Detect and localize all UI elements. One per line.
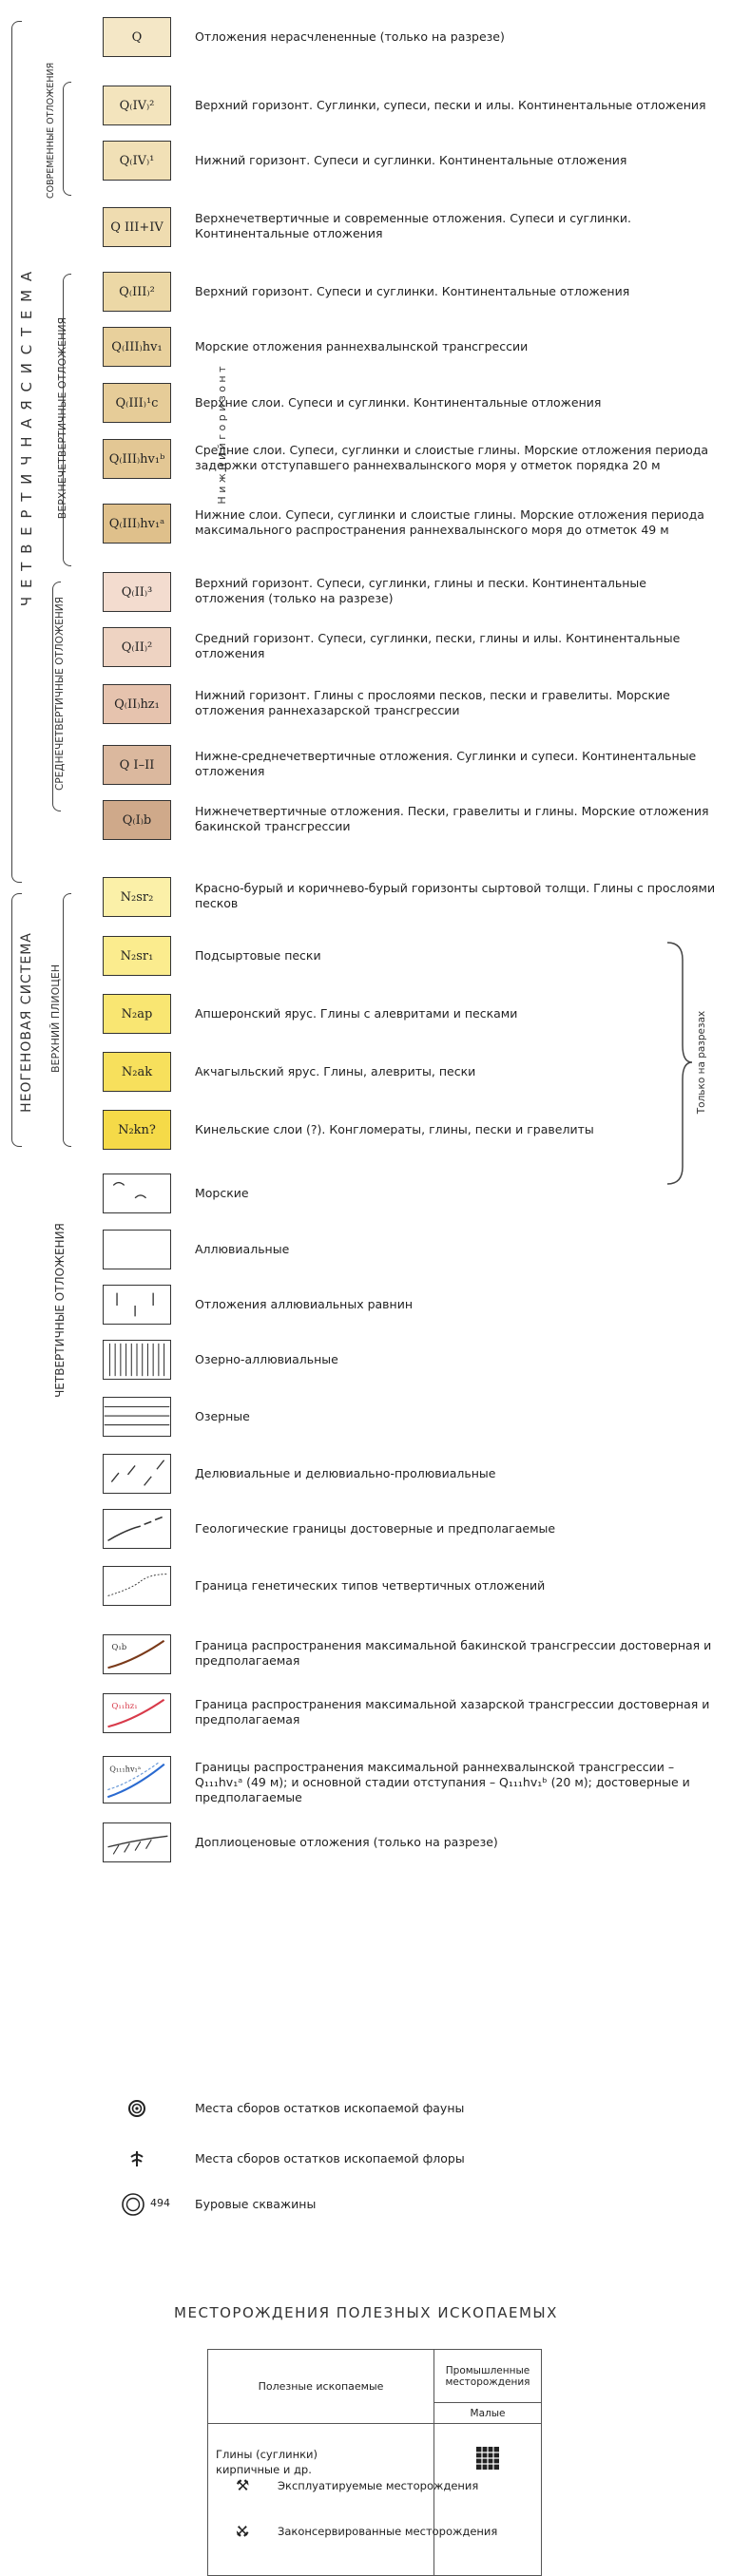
legend-index: Q₍II₎² xyxy=(121,639,153,655)
modern-label: СОВРЕМЕННЫЕ ОТЛОЖЕНИЯ xyxy=(46,62,56,199)
legend-description: Средний горизонт. Супеси, суглинки, пески, глины и илы. Континентальные отложения xyxy=(195,631,681,660)
minerals-table xyxy=(207,2349,542,2576)
legend-index: Q₍IV₎¹ xyxy=(119,153,155,168)
legend-index: Q₍III₎hv₁ xyxy=(111,339,163,354)
neogene-system-label: НЕОГЕНОВАЯ СИСТЕМА xyxy=(19,932,34,1113)
legend-box xyxy=(103,572,171,612)
legend-box xyxy=(103,86,171,125)
pattern-box-alluvial-plain xyxy=(103,1285,171,1325)
modern-bracket xyxy=(63,82,71,196)
legend-description: Кинельские слои (?). Конгломераты, глины, пески и гравелиты xyxy=(195,1122,594,1136)
fauna-symbol-text: Места сборов остатков ископаемой фауны xyxy=(195,2101,465,2115)
borehole-symbol-text: Буровые скважины xyxy=(195,2197,317,2211)
legend-index: N₂ak xyxy=(121,1064,153,1079)
quaternary-system-label: Ч Е Т В Е Р Т И Ч Н А Я С И С Т Е М А xyxy=(18,269,35,607)
exploited-icon: ⚒ xyxy=(236,2476,250,2494)
legend-description: Верхний горизонт. Супеси, суглинки, глины и пески. Континентальные отложения (только на разрезе) xyxy=(195,576,646,605)
only-sections-label: Только на разрезах xyxy=(696,1010,707,1115)
spiral-icon xyxy=(124,2095,150,2122)
legend-index: Q₍IV₎² xyxy=(119,98,155,113)
minerals-col2-header: Промышленные месторождения xyxy=(434,2350,542,2403)
legend-box xyxy=(103,745,171,785)
conserved-text: Законсервированные месторождения xyxy=(278,2525,498,2538)
legend-description: Верхние слои. Супеси и суглинки. Континентальные отложения xyxy=(195,395,602,410)
legend-index: Q₍II₎hz₁ xyxy=(114,696,160,712)
line-symbol-box xyxy=(103,1693,171,1733)
legend-index: Q₍III₎² xyxy=(119,284,155,299)
legend-box xyxy=(103,383,171,423)
legend-description: Верхний горизонт. Супеси и суглинки. Континентальные отложения xyxy=(195,284,630,298)
exploited-text: Эксплуатируемые месторождения xyxy=(278,2479,479,2492)
legend-index: Q₍II₎³ xyxy=(121,584,153,600)
minerals-title: МЕСТОРОЖДЕНИЯ ПОЛЕЗНЫХ ИСКОПАЕМЫХ xyxy=(174,2304,558,2321)
legend-description: Верхнечетвертичные и современные отложения. Супеси и суглинки. Континентальные отложения xyxy=(195,211,632,240)
legend-description: Нижне-среднечетвертичные отложения. Суглинки и супеси. Континентальные отложения xyxy=(195,749,697,778)
pattern-box-lake-alluvial xyxy=(103,1340,171,1380)
svg-text:Q₁₁₁hv₁ᵃ: Q₁₁₁hv₁ᵃ xyxy=(109,1764,141,1774)
lower-horizon-label: Н и ж н и й г о р и з о н т xyxy=(216,366,228,505)
legend-description: Подсыртовые пески xyxy=(195,948,321,963)
svg-text:Q₁₁hz₁: Q₁₁hz₁ xyxy=(111,1702,138,1712)
legend-description: Средние слои. Супеси, суглинки и слоистые глины. Морские отложения периода задержки отступавшего раннехвалынского моря у отметок порядка 20 м xyxy=(195,443,709,472)
legend-index: N₂kn? xyxy=(118,1122,156,1137)
brick-clay-icon xyxy=(476,2447,499,2470)
legend-box xyxy=(103,684,171,724)
borehole-icon xyxy=(120,2191,146,2218)
legend-description: Нижний горизонт. Супеси и суглинки. Континентальные отложения xyxy=(195,153,627,167)
pattern-description: Аллювиальные xyxy=(195,1242,290,1256)
line-symbol-box xyxy=(103,1756,171,1803)
legend-description: Верхний горизонт. Суглинки, супеси, пески и илы. Континентальные отложения xyxy=(195,98,706,112)
quaternary-deposits-label: ЧЕТВЕРТИЧНЫЕ ОТЛОЖЕНИЯ xyxy=(53,1223,67,1398)
conserved-icon: ⚒ xyxy=(236,2522,250,2540)
upper-pliocene-label: ВЕРХНИЙ ПЛИОЦЕН xyxy=(49,964,62,1074)
legend-index: N₂sr₁ xyxy=(120,948,154,964)
flora-icon xyxy=(124,2146,150,2172)
flora-symbol-text: Места сборов остатков ископаемой флоры xyxy=(195,2151,465,2166)
minerals-row-text: Глины (суглинки) кирпичные и др. xyxy=(208,2424,434,2576)
legend-index: N₂sr₂ xyxy=(120,889,154,905)
line-symbol-description: Граница генетических типов четвертичных отложений xyxy=(195,1578,546,1593)
legend-box xyxy=(103,627,171,667)
borehole-number: 494 xyxy=(150,2197,170,2209)
legend-description: Отложения нерасчлененные (только на разрезе) xyxy=(195,29,505,44)
legend-index: N₂ap xyxy=(121,1006,153,1021)
pattern-description: Озерные xyxy=(195,1409,250,1423)
pattern-description: Отложения аллювиальных равнин xyxy=(195,1297,414,1311)
pattern-description: Делювиальные и делювиально-пролювиальные xyxy=(195,1466,496,1480)
legend-index: Q₍III₎hv₁ᵇ xyxy=(108,451,165,467)
svg-text:Q₁b: Q₁b xyxy=(111,1643,127,1653)
legend-description: Морские отложения раннехвалынской трансгрессии xyxy=(195,339,529,353)
line-symbol-description: Границы распространения максимальной раннехвалынской трансгрессии – Q₁₁₁hv₁ᵃ (49 м); и основной стадии отступания – Q₁₁₁hv₁ᵇ (20 м); достоверные и предполагаемые xyxy=(195,1760,690,1804)
legend-description: Нижний горизонт. Глины с прослоями песков, пески и гравелиты. Морские отложения раннехазарской трансгрессии xyxy=(195,688,670,717)
legend-description: Нижние слои. Супеси, суглинки и слоистые глины. Морские отложения периода максимального распространения раннехвалынского моря до отметок 49 м xyxy=(195,507,704,537)
upper-quaternary-label: ВЕРХНЕЧЕТВЕРТИЧНЫЕ ОТЛОЖЕНИЯ xyxy=(56,316,68,520)
pattern-box-alluvial xyxy=(103,1230,171,1269)
pattern-box-lake xyxy=(103,1397,171,1437)
pattern-description: Морские xyxy=(195,1186,249,1200)
line-symbol-description: Граница распространения максимальной бакинской трансгрессии достоверная и предполагаемая xyxy=(195,1638,712,1668)
line-symbol-box xyxy=(103,1566,171,1606)
legend-box xyxy=(103,439,171,479)
minerals-row-symbol xyxy=(434,2424,542,2576)
legend-box xyxy=(103,327,171,367)
legend-description: Красно-бурый и коричнево-бурый горизонты сыртовой толщи. Глины с прослоями песков xyxy=(195,881,716,910)
legend-box xyxy=(103,504,171,544)
minerals-col1-header: Полезные ископаемые xyxy=(208,2350,434,2424)
legend-description: Акчагыльский ярус. Глины, алевриты, пески xyxy=(195,1064,476,1078)
legend-index: Q₍III₎hv₁ᵃ xyxy=(108,516,165,531)
legend-box xyxy=(103,936,171,976)
line-symbol-description: Геологические границы достоверные и предполагаемые xyxy=(195,1521,556,1536)
line-symbol-box xyxy=(103,1509,171,1549)
legend-description: Нижнечетвертичные отложения. Пески, гравелиты и глины. Морские отложения бакинской трансгрессии xyxy=(195,804,709,833)
legend-box xyxy=(103,1052,171,1092)
legend-index: Q₍III₎¹c xyxy=(115,395,159,410)
legend-index: Q I–II xyxy=(119,757,155,773)
middle-quaternary-label: СРЕДНЕЧЕТВЕРТИЧНЫЕ ОТЛОЖЕНИЯ xyxy=(54,597,66,791)
legend-index: Q xyxy=(131,29,143,45)
minerals-col2-sub: Малые xyxy=(434,2403,542,2424)
legend-index: Q III+IV xyxy=(110,219,164,235)
legend-box xyxy=(103,1110,171,1150)
pattern-box-marine xyxy=(103,1174,171,1213)
line-symbol-box xyxy=(103,1822,171,1862)
legend-box xyxy=(103,800,171,840)
pattern-description: Озерно-аллювиальные xyxy=(195,1352,338,1366)
legend-index: Q₍I₎b xyxy=(122,812,152,828)
legend-box xyxy=(103,272,171,312)
legend-description: Апшеронский ярус. Глины с алевритами и песками xyxy=(195,1006,518,1021)
legend-box xyxy=(103,994,171,1034)
legend-box xyxy=(103,17,171,57)
legend-box xyxy=(103,141,171,181)
legend-box xyxy=(103,207,171,247)
legend-box xyxy=(103,877,171,917)
line-symbol-description: Доплиоценовые отложения (только на разрезе) xyxy=(195,1835,498,1849)
line-symbol-description: Граница распространения максимальной хазарской трансгрессии достоверная и предполагаемая xyxy=(195,1697,710,1727)
pattern-box-deluvial xyxy=(103,1454,171,1494)
line-symbol-box xyxy=(103,1634,171,1674)
